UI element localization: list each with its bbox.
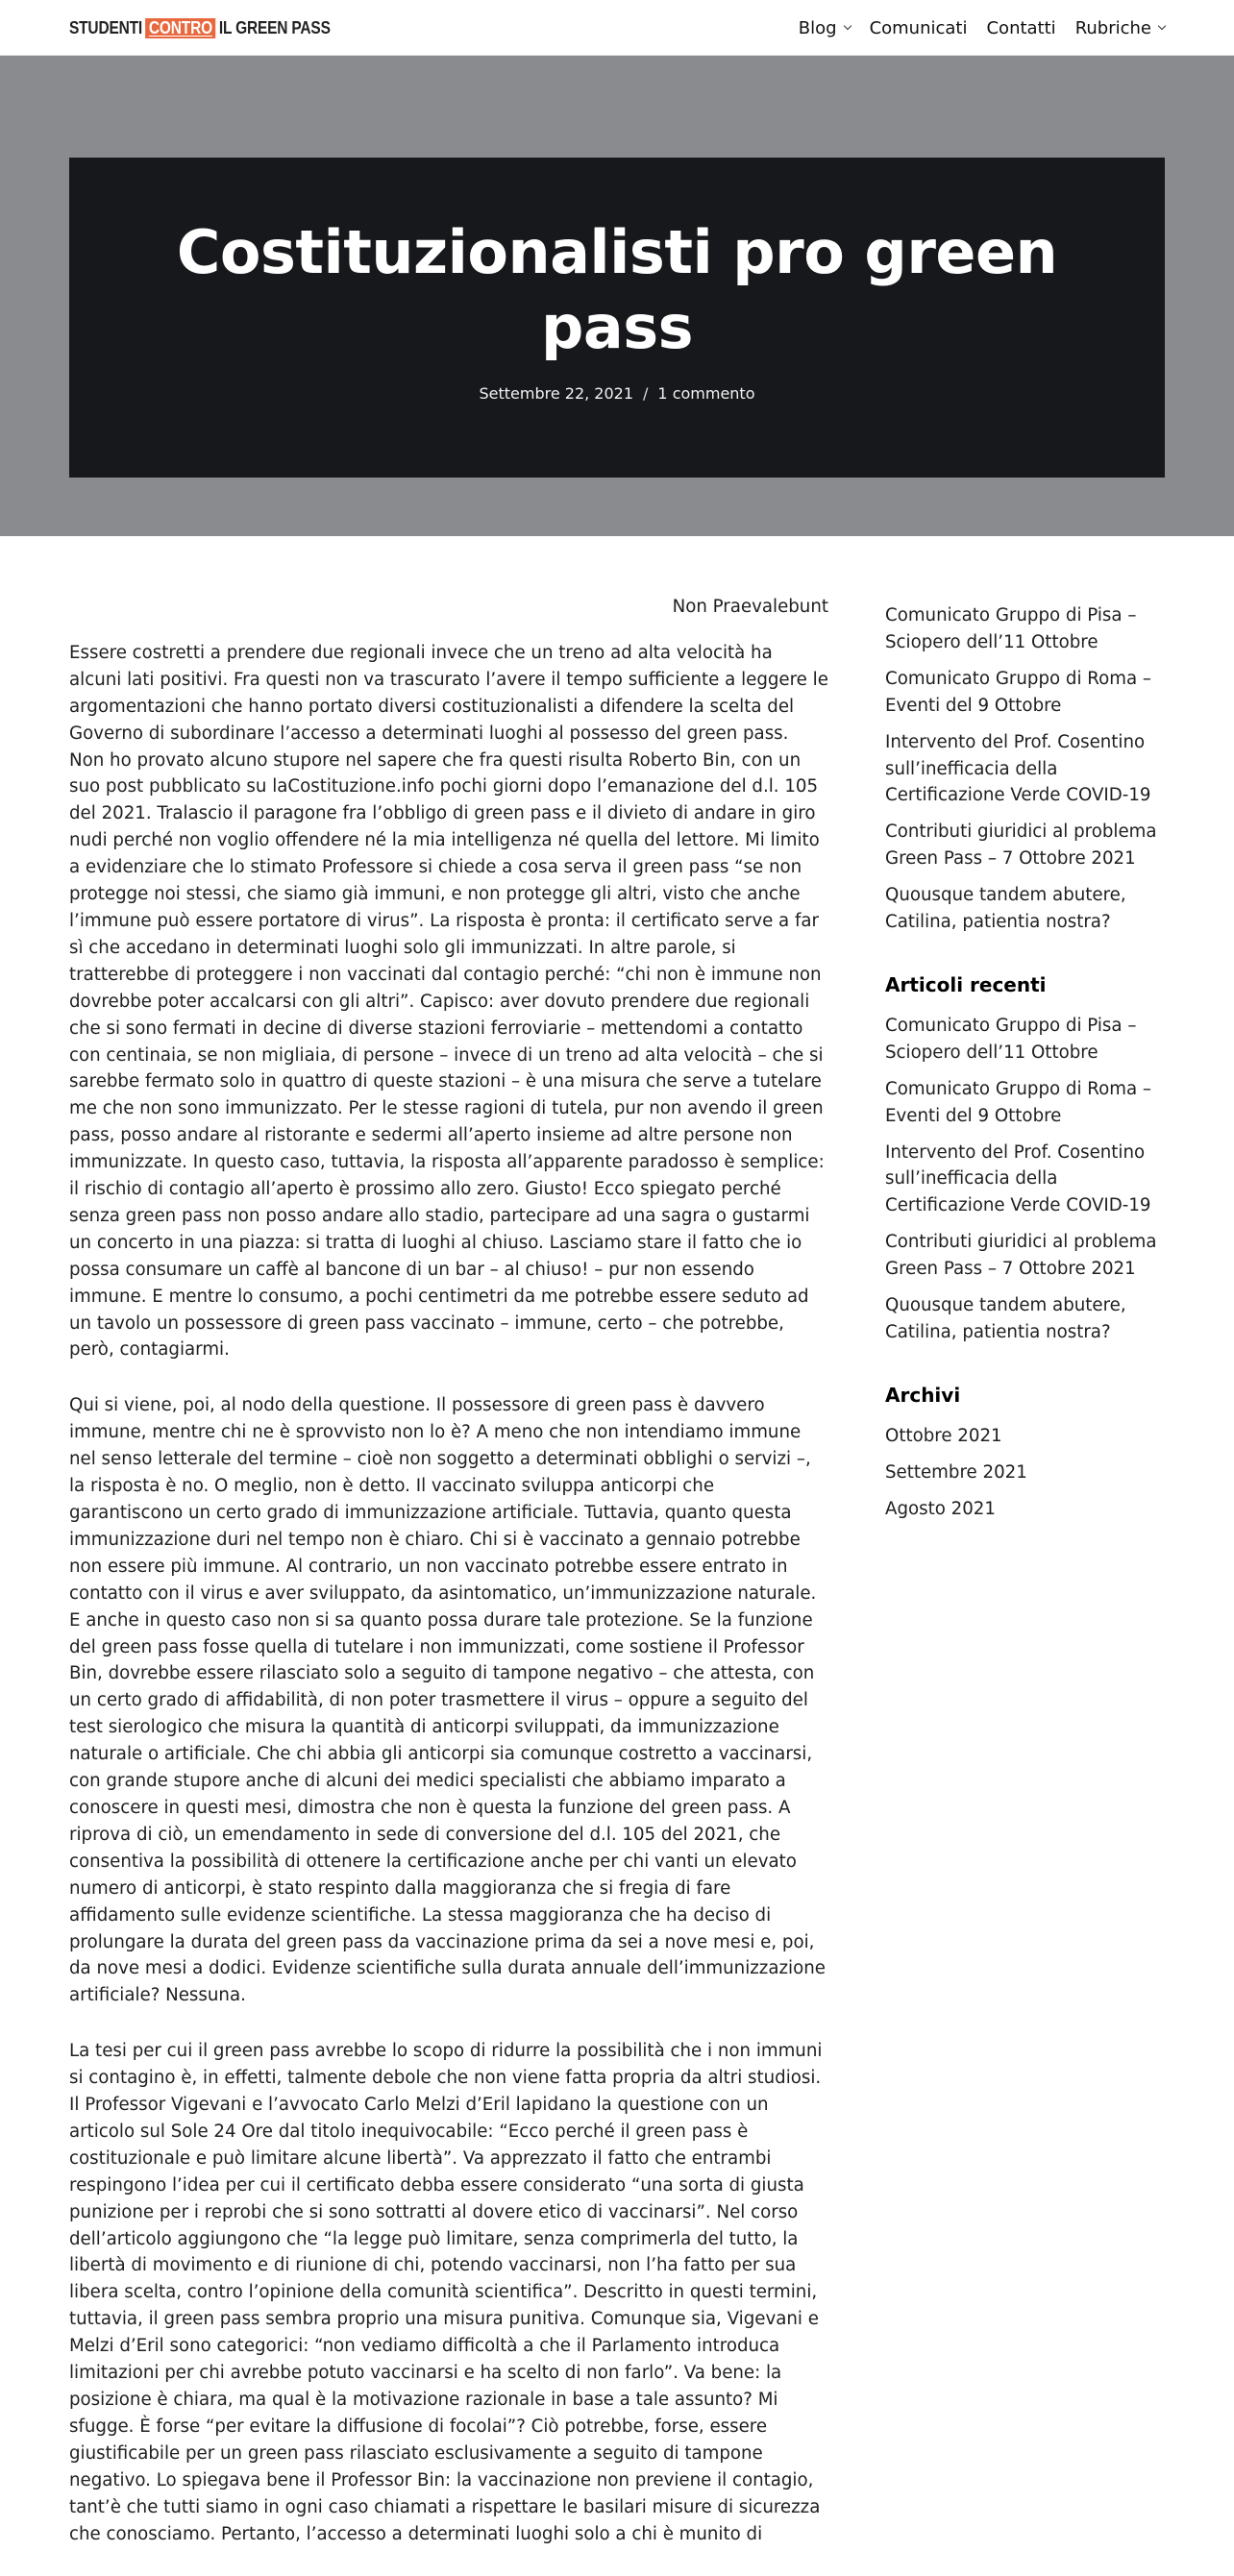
post-meta	[69, 384, 1165, 403]
archive-link[interactable]: Settembre 2021	[885, 1461, 1027, 1483]
site-header	[0, 0, 1234, 56]
sidebar-link[interactable]: Comunicato Gruppo di Roma – Eventi del 9 Ottobre	[885, 668, 1151, 716]
recent-post-link[interactable]: Comunicato Gruppo di Roma – Eventi del 9 Ottobre	[885, 1078, 1151, 1126]
logo-text-contro: CONTRO	[145, 18, 215, 38]
recent-posts-list	[885, 1013, 1165, 1346]
nav-item-contatti[interactable]	[986, 18, 1055, 38]
chevron-down-icon	[843, 22, 851, 30]
nav-item-rubriche[interactable]	[1075, 18, 1165, 38]
nav-item-label: Comunicati	[869, 17, 968, 38]
nav-item-label: Rubriche	[1074, 17, 1151, 38]
article-paragraph: Essere costretti a prendere due regionali invece che un treno ad alta velocità ha alcuni lati positivi. Fra questi non va trascurato l’avere il tempo sufficiente a leggere le argomentazioni che hanno portato diversi costituzionalisti a difendere la scelta del Governo di subordinare l’accesso a determinati luoghi al possesso del green pass. Non ho provato alcuno stupore nel sapere che fra questi risulta Roberto Bin, con un suo post pubblicato su laCostituzione.info pochi giorni dopo l’emanazione del d.l. 105 del 2021. Tralascio il paragone fra l’obbligo di green pass e il divieto di andare in giro nudi perché non voglio offendere né la mia intelligenza né quella del lettore. Mi limito a evidenziare che lo stimato Professore si chiede a cosa serva il green pass “se non protegge noi stessi, che siamo già immuni, e non protegge gli altri, visto che anche l’immune può essere portatore di virus”. La risposta è pronta: il certificato serve a far sì che accedano in determinati luoghi solo gli immunizzati. In altre parole, si tratterebbe di proteggere i non vaccinati dal contagio perché: “chi non è immune non dovrebbe poter accalcarsi con gli altri”. Capisco: aver dovuto prendere due regionali che si sono fermati in decine di diverse stazioni ferroviarie – mettendomi a contatto con centinaia, se non migliaia, di persone – invece di un treno ad alta velocità – che si sarebbe fermato solo in quattro di queste stazioni – è una misura che serve a tutelare me che non sono immunizzato. Per le stesse ragioni di tutela, pur non avendo il green pass, posso andare al ristorante e sedermi all’aperto insieme ad altre persone non immunizzate. In questo caso, tuttavia, la risposta all’apparente paradosso è semplice: il rischio di contagio all’aperto è prossimo allo zero. Giusto! Ecco spiegato perché senza green pass non posso andare allo stadio, partecipare ad una sagra o gustarmi un concerto in una piazza: si tratta di luoghi al chiuso. Lasciamo stare il fatto che io possa consumare un caffè al bancone di un bar – al chiuso! – pur non essendo immune. E mentre lo consumo, a pochi centimetri da me potrebbe essere seduto ad un tavolo un possessore di green pass vaccinato – immune, certo – che potrebbe, però, contagiarmi.	[69, 642, 828, 1361]
article-content	[69, 594, 828, 2576]
article-paragraph: Qui si viene, poi, al nodo della questione. Il possessore di green pass è davvero immune, mentre chi ne è sprovvisto non lo è? A meno che non intendiamo immune nel senso letterale del termine – cioè non soggetto a determinati obblighi o servizi –, la risposta è no. O meglio, non è detto. Il vaccinato sviluppa anticorpi che garantiscono un certo grado di immunizzazione artificiale. Tuttavia, quanto questa immunizzazione duri nel tempo non è chiaro. Chi si è vaccinato a gennaio potrebbe non essere più immune. Al contrario, un non vaccinato potrebbe essere entrato in contatto con il virus e aver sviluppato, da asintomatico, un’immunizzazione naturale. E anche in questo caso non si sa quanto possa durare tale protezione. Se la funzione del green pass fosse quella di tutelare i non immunizzati, come sostiene il Professor Bin, dovrebbe essere rilasciato solo a seguito di tampone negativo – che attesta, con un certo grado di affidabilità, di non poter trasmettere il virus – oppure a seguito del test sierologico che misura la quantità di anticorpi sviluppati, da immunizzazione naturale o artificiale. Che chi abbia gli anticorpi sia comunque costretto a vaccinarsi, con grande stupore anche di alcuni dei medici specialisti che abbiamo imparato a conoscere in questi mesi, dimostra che non è questa la funzione del green pass. A riprova di ciò, un emendamento in sede di conversione del d.l. 105 del 2021, che consentiva la possibilità di ottenere la certificazione anche per chi vanti un elevato numero di anticorpi, è stato respinto dalla maggioranza che si fregia di fare affidamento sulle evidenze scientifiche. La stessa maggioranza che ha deciso di prolungare la durata del green pass da vaccinazione prima da sei a nove mesi e, poi, da nove mesi a dodici. Evidenze scientifiche sulla durata annuale dell’immunizzazione artificiale? Nessuna.	[69, 1395, 826, 2006]
logo-text-studenti: STUDENTI	[69, 17, 143, 37]
archive-link[interactable]: Ottobre 2021	[885, 1425, 1002, 1446]
recent-posts-title: Articoli recenti	[885, 972, 1047, 996]
recent-post-link[interactable]: Intervento del Prof. Cosentino sull’inefficacia della Certificazione Verde COVID-19	[885, 1141, 1151, 1216]
recent-post-link[interactable]: Comunicato Gruppo di Pisa – Sciopero dell’11 Ottobre	[885, 1015, 1137, 1063]
sidebar-link[interactable]: Quousque tandem abutere, Catilina, patientia nostra?	[885, 885, 1126, 933]
nav-item-blog[interactable]	[799, 18, 851, 38]
archives-list	[885, 1423, 1165, 1523]
hero-banner	[0, 56, 1234, 536]
main-nav	[799, 0, 1165, 56]
meta-separator: /	[643, 384, 649, 403]
recent-post-link[interactable]: Contributi giuridici al problema Green Pass – 7 Ottobre 2021	[885, 1232, 1157, 1280]
author-byline: Non Praevalebunt	[672, 597, 828, 617]
hero-card	[69, 158, 1165, 478]
article-paragraph: La tesi per cui il green pass avrebbe lo scopo di ridurre la possibilità che i non immuni si contagino è, in effetti, talmente debole che non viene fatta propria da altri studiosi. Il Professor Vigevani e l’avvocato Carlo Melzi d’Eril lapidano la questione con un articolo sul Sole 24 Ore dal titolo inequivocabile: “Ecco perché il green pass è costituzionale e può limitare alcune libertà”. Va apprezzato il fatto che entrambi respingono l’idea per cui il certificato debba essere considerato “una sorta di giusta punizione per i reprobi che si sono sottratti al dovere etico di vaccinarsi”. Nel corso dell’articolo aggiungono che “la legge può limitare, senza comprimerla del tutto, la libertà di movimento e di riunione di chi, potendo vaccinarsi, non l’ha fatto per sua libera scelta, contro l’opinione della comunità scientifica”. Descritto in questi termini, tuttavia, il green pass sembra proprio una misura punitiva. Comunque sia, Vigevani e Melzi d’Eril sono categorici: “non vediamo difficoltà a che il Parlamento introduca limitazioni per chi avrebbe potuto vaccinarsi e ha scelto di non farlo”. Va bene: la posizione è chiara, ma qual è la motivazione razionale in base a tale assunto? Mi sfugge. È forse “per evitare la diffusione di focolai”? Ciò potrebbe, forse, essere giustificabile per un green pass rilasciato esclusivamente a seguito di tampone negativo. Lo spiegava bene il Professor Bin: la vaccinazione non previene il contagio, tant’è che tutti siamo in ogni caso chiamati a rispettare le basilari misure di sicurezza che conosciamo. Pertanto, l’accesso a determinati luoghi solo a chi è munito di	[69, 2041, 823, 2544]
chevron-down-icon	[1158, 22, 1166, 30]
site-logo[interactable]	[69, 16, 331, 39]
sidebar-link[interactable]: Intervento del Prof. Cosentino sull’inefficacia della Certificazione Verde COVID-19	[885, 731, 1151, 806]
logo-text-green-pass: IL GREEN PASS	[218, 17, 331, 37]
nav-item-comunicati[interactable]	[870, 18, 968, 38]
recent-post-link[interactable]: Quousque tandem abutere, Catilina, patientia nostra?	[885, 1295, 1126, 1342]
archives-title: Archivi	[885, 1383, 961, 1407]
nav-item-label: Contatti	[986, 17, 1056, 38]
sidebar	[885, 602, 1165, 1532]
post-date[interactable]: Settembre 22, 2021	[479, 384, 634, 403]
sidebar-link[interactable]: Comunicato Gruppo di Pisa – Sciopero dell’11 Ottobre	[885, 605, 1137, 652]
archive-link[interactable]: Agosto 2021	[885, 1498, 996, 1519]
nav-item-label: Blog	[798, 17, 837, 38]
page-title: Costituzionalisti pro green pass	[176, 217, 1058, 362]
sidebar-top-list	[885, 602, 1165, 936]
comments-link[interactable]: 1 commento	[657, 384, 755, 403]
sidebar-link[interactable]: Contributi giuridici al problema Green Pass – 7 Ottobre 2021	[885, 822, 1157, 870]
